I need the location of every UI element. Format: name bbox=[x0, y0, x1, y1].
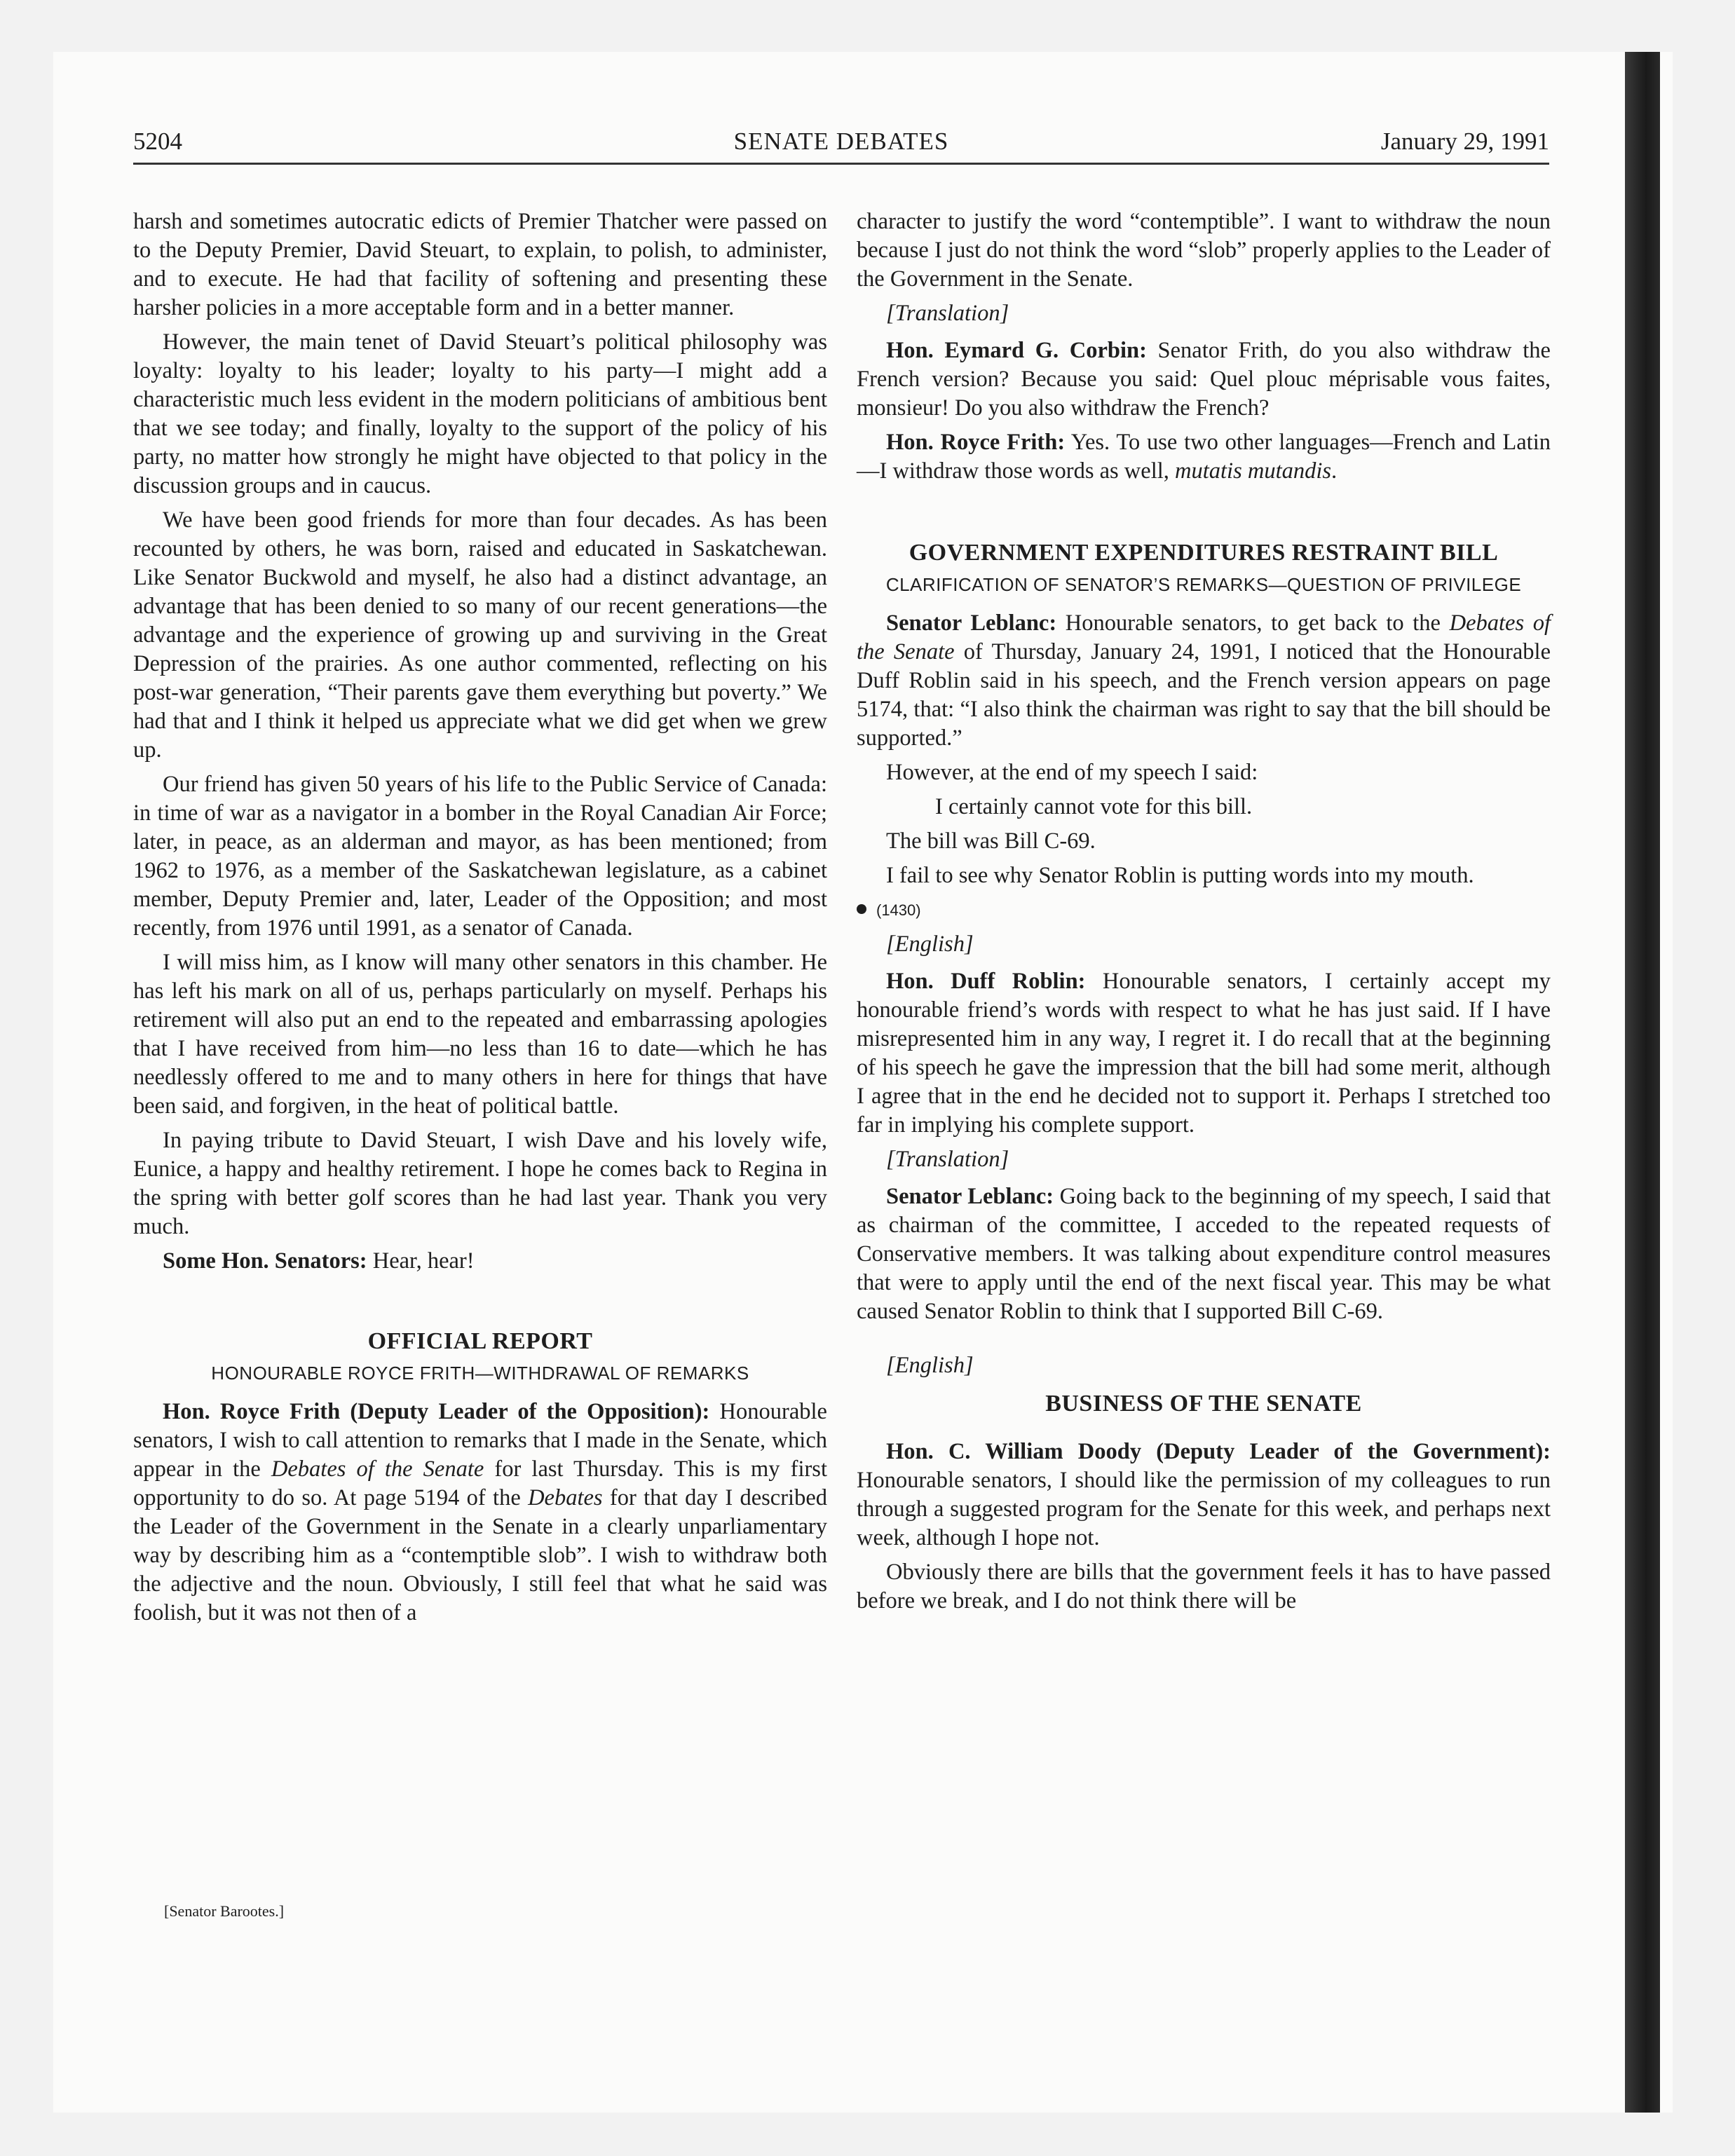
time-marker: (1430) bbox=[857, 896, 1551, 925]
paragraph: I fail to see why Senator Roblin is putting words into my mouth. bbox=[886, 863, 1474, 888]
paragraph: character to justify the word “contemptible”. I want to withdraw the noun because I just do not think the word “slob” properly applies to the Leader of the Government in the Senate. bbox=[857, 209, 1551, 292]
speaker-name: Senator Leblanc: bbox=[886, 1184, 1054, 1209]
paragraph: However, at the end of my speech I said: bbox=[886, 760, 1258, 785]
paragraph: However, the main tenet of David Steuart’s political philosophy was loyalty: loyalty to his leader; loyalty to his party—I might add a characteristic much less evident in the modern politicians of ambitious bent that we see today; and finally, loyalty to the support of the policy of his party, no matter how strongly he might have objected to that policy in the discussion groups and in caucus. bbox=[133, 329, 827, 498]
paragraph: harsh and sometimes autocratic edicts of Premier Thatcher were passed on to the Deputy Premier, David Steuart, to explain, to polish, to administer, and to execute. He had that facility of softening and presenting these harsher policies in a more acceptable form and in a better manner. bbox=[133, 209, 827, 320]
speaker-name: Senator Leblanc: bbox=[886, 610, 1057, 636]
block-quote: I certainly cannot vote for this bill. bbox=[935, 794, 1253, 819]
page-number: 5204 bbox=[133, 128, 182, 155]
left-column bbox=[133, 207, 827, 1633]
section-subheading: CLARIFICATION OF SENATOR’S REMARKS—QUESTION OF PRIVILEGE bbox=[885, 574, 1522, 595]
language-marker: [Translation] bbox=[886, 301, 1009, 326]
paragraph: Hon. C. William Doody (Deputy Leader of the Government): Honourable senators, I should like the permission of my colleagues to run through a suggested program for the Senate for this week, and perhaps next week, although I hope not. bbox=[857, 1439, 1551, 1550]
paragraph: Hon. Royce Frith (Deputy Leader of the Opposition): Honourable senators, I wish to call attention to remarks that I made in the Senate, which appear in the Debates of the Senate for last Thursday. This is my first opportunity to do so. At page 5194 of the Debates for that day I described the Leader of the Government in the Senate in a clearly unparliamentary way by describing him as a “contemptible slob”. I wish to withdraw both the adjective and the noun. Obviously, I still feel that what he said was foolish, but it was not then of a bbox=[133, 1399, 827, 1625]
paragraph: I will miss him, as I know will many other senators in this chamber. He has left his mark on all of us, perhaps particularly on myself. Perhaps his retirement will also put an end to the repeated and embarrassing apologies that I have received from him—no less than 16 to date—which he has needlessly offered to me and to many others in here for things that have been said, and forgiven, in the heat of political battle. bbox=[133, 950, 827, 1119]
paragraph: We have been good friends for more than four decades. As has been recounted by others, he was born, raised and educated in Saskatchewan. Like Senator Buckwold and myself, he also had a distinct advantage, an advantage that has been denied to so many of our recent generations—the advantage and the experience of growing up and surviving in the Great Depression of the prairies. As one author commented, reflecting on his post-war generation, “Their parents gave them everything but poverty.” We had that and I think it helped us appreciate what we did get when we grew up. bbox=[133, 507, 827, 763]
scan-edge-bar bbox=[1625, 52, 1660, 2113]
paragraph: The bill was Bill C-69. bbox=[886, 828, 1096, 854]
right-column bbox=[857, 207, 1551, 1621]
paragraph: In paying tribute to David Steuart, I wish Dave and his lovely wife, Eunice, a happy and healthy retirement. I hope he comes back to Regina in the spring with better golf scores than he had last year. Thank you very much. bbox=[133, 1128, 827, 1239]
speaker-name: Some Hon. Senators: bbox=[163, 1248, 367, 1274]
speaker-name: Hon. Duff Roblin: bbox=[886, 969, 1086, 994]
bullet-dot-icon bbox=[857, 904, 866, 914]
language-marker: [English] bbox=[886, 932, 974, 957]
running-title: SENATE DEBATES bbox=[733, 128, 949, 155]
paragraph: Senator Leblanc: Honourable senators, to get back to the Debates of the Senate of Thursday, January 24, 1991, I noticed that the Honourable Duff Roblin said in his speech, and the French version appears on page 5174, that: “I also think the chairman was right to say that the bill should be supported.” bbox=[857, 610, 1551, 751]
paragraph: Our friend has given 50 years of his life to the Public Service of Canada: in time of war as a navigator in a bomber in the Royal Canadian Air Force; later, in peace, as an alderman and mayor, as has been mentioned; from 1962 to 1976, as a member of the Saskatchewan legislature, as a cabinet member, Deputy Premier and, later, Leader of the Opposition; and most recently, from 1976 until 1991, as a senator of Canada. bbox=[133, 772, 827, 941]
section-heading: GOVERNMENT EXPENDITURES RESTRAINT BILL bbox=[909, 540, 1499, 566]
language-marker: [Translation] bbox=[886, 1147, 1009, 1172]
section-subheading: HONOURABLE ROYCE FRITH—WITHDRAWAL OF REMARKS bbox=[211, 1363, 749, 1384]
speaker-name: Hon. Royce Frith (Deputy Leader of the Opposition): bbox=[163, 1399, 710, 1424]
footnote: [Senator Barootes.] bbox=[164, 1902, 285, 1920]
paragraph: Hon. Eymard G. Corbin: Senator Frith, do you also withdraw the French version? Because you said: Quel plouc méprisable vous faites, monsieur! Do you also withdraw the French? bbox=[857, 338, 1551, 421]
speaker-name: Hon. Royce Frith: bbox=[886, 430, 1066, 455]
speaker-name: Hon. C. William Doody (Deputy Leader of the Government): bbox=[886, 1439, 1551, 1464]
paragraph: Hon. Duff Roblin: Honourable senators, I certainly accept my honourable friend’s words with respect to what he has just said. If I have misrepresented him in any way, I regret it. I do recall that at the beginning of his speech he gave the impression that the bill had some merit, although I agree that in the end he decided not to support it. Perhaps I stretched too far in implying his complete support. bbox=[857, 969, 1551, 1138]
page-date: January 29, 1991 bbox=[1380, 128, 1549, 155]
paragraph: Senator Leblanc: Going back to the beginning of my speech, I said that as chairman of the committee, I acceded to the repeated requests of Conservative members. It was talking about expenditure control measures that were to apply until the end of the next fiscal year. This may be what caused Senator Roblin to think that I supported Bill C-69. bbox=[857, 1184, 1551, 1324]
paragraph: Hon. Royce Frith: Yes. To use two other languages—French and Latin—I withdraw those words as well, mutatis mutandis. bbox=[857, 430, 1551, 484]
language-marker: [English] bbox=[886, 1353, 974, 1378]
section-heading: BUSINESS OF THE SENATE bbox=[1045, 1391, 1362, 1417]
page-header bbox=[133, 126, 1549, 165]
section-heading: OFFICIAL REPORT bbox=[367, 1328, 593, 1354]
paragraph: Obviously there are bills that the government feels it has to have passed before we break, and I do not think there will be bbox=[857, 1560, 1551, 1613]
speaker-name: Hon. Eymard G. Corbin: bbox=[886, 338, 1147, 363]
paragraph: Some Hon. Senators: Hear, hear! bbox=[163, 1248, 475, 1274]
